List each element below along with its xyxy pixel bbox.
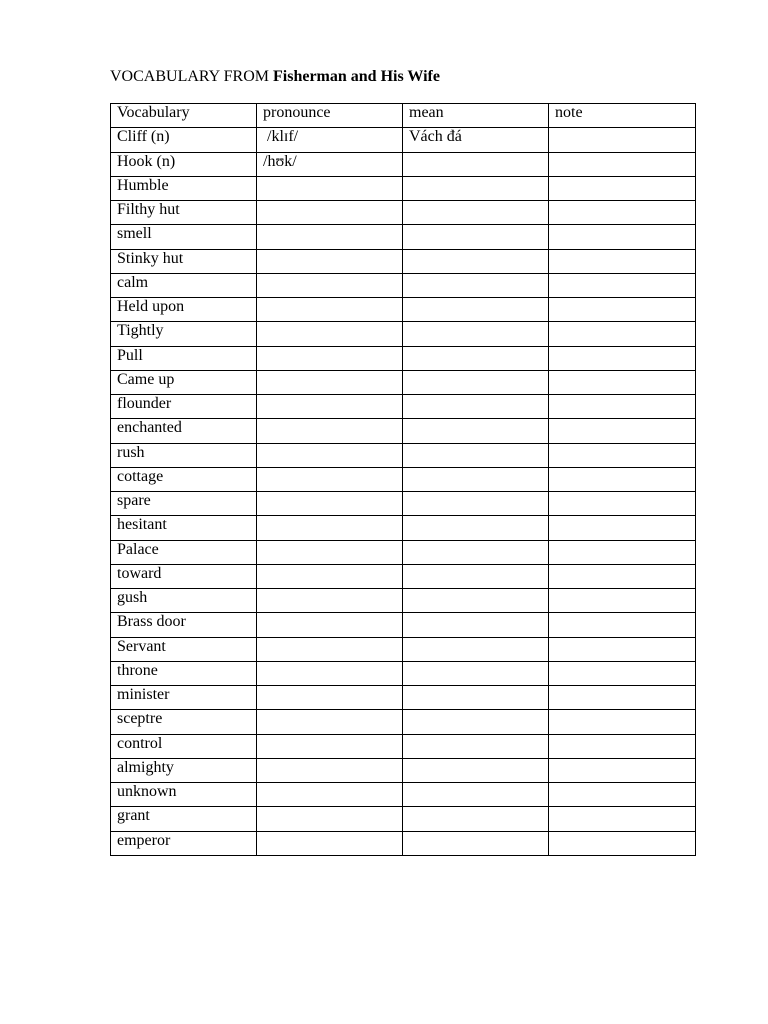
vocabulary-cell: Filthy hut — [111, 201, 257, 225]
vocabulary-cell: Brass door — [111, 613, 257, 637]
pronounce-cell — [257, 322, 403, 346]
vocabulary-cell: Hook (n) — [111, 152, 257, 176]
mean-cell — [403, 710, 549, 734]
vocabulary-cell: rush — [111, 443, 257, 467]
header-vocabulary: Vocabulary — [111, 104, 257, 128]
table-row — [111, 467, 696, 491]
note-cell — [549, 225, 696, 249]
vocabulary-cell: calm — [111, 273, 257, 297]
table-row — [111, 758, 696, 782]
mean-cell: Vách đá — [403, 128, 549, 152]
mean-cell — [403, 298, 549, 322]
pronounce-cell: /hʊk/ — [257, 152, 403, 176]
table-row — [111, 443, 696, 467]
table-row — [111, 395, 696, 419]
vocabulary-cell: unknown — [111, 783, 257, 807]
vocabulary-cell: smell — [111, 225, 257, 249]
pronounce-cell — [257, 589, 403, 613]
pronounce-cell — [257, 613, 403, 637]
mean-cell — [403, 419, 549, 443]
table-row — [111, 516, 696, 540]
note-cell — [549, 176, 696, 200]
pronounce-cell — [257, 225, 403, 249]
note-cell — [549, 201, 696, 225]
table-row — [111, 540, 696, 564]
vocabulary-cell: grant — [111, 807, 257, 831]
mean-cell — [403, 249, 549, 273]
table-row — [111, 419, 696, 443]
vocabulary-cell: sceptre — [111, 710, 257, 734]
vocabulary-cell: cottage — [111, 467, 257, 491]
title-prefix: VOCABULARY FROM — [110, 68, 273, 85]
table-row — [111, 273, 696, 297]
vocabulary-table-body — [111, 104, 696, 856]
pronounce-cell — [257, 419, 403, 443]
header-pronounce: pronounce — [257, 104, 403, 128]
mean-cell — [403, 758, 549, 782]
table-row — [111, 152, 696, 176]
note-cell — [549, 346, 696, 370]
mean-cell — [403, 201, 549, 225]
pronounce-cell — [257, 758, 403, 782]
table-row — [111, 807, 696, 831]
note-cell — [549, 516, 696, 540]
table-row — [111, 370, 696, 394]
mean-cell — [403, 564, 549, 588]
mean-cell — [403, 370, 549, 394]
vocabulary-cell: Palace — [111, 540, 257, 564]
table-row — [111, 298, 696, 322]
vocabulary-cell: spare — [111, 492, 257, 516]
mean-cell — [403, 346, 549, 370]
table-row — [111, 322, 696, 346]
mean-cell — [403, 273, 549, 297]
pronounce-cell — [257, 201, 403, 225]
pronounce-cell — [257, 467, 403, 491]
pronounce-cell — [257, 346, 403, 370]
note-cell — [549, 419, 696, 443]
mean-cell — [403, 492, 549, 516]
note-cell — [549, 467, 696, 491]
mean-cell — [403, 540, 549, 564]
vocabulary-cell: Tightly — [111, 322, 257, 346]
pronounce-cell — [257, 564, 403, 588]
pronounce-cell — [257, 540, 403, 564]
pronounce-cell — [257, 710, 403, 734]
note-cell — [549, 613, 696, 637]
title-story-name: Fisherman and His Wife — [273, 68, 440, 85]
vocabulary-cell: Held upon — [111, 298, 257, 322]
vocabulary-cell: gush — [111, 589, 257, 613]
table-row — [111, 831, 696, 855]
note-cell — [549, 540, 696, 564]
mean-cell — [403, 613, 549, 637]
pronounce-cell — [257, 443, 403, 467]
vocabulary-cell: Came up — [111, 370, 257, 394]
pronounce-cell — [257, 831, 403, 855]
note-cell — [549, 322, 696, 346]
vocabulary-cell: almighty — [111, 758, 257, 782]
pronounce-cell — [257, 661, 403, 685]
note-cell — [549, 783, 696, 807]
mean-cell — [403, 686, 549, 710]
vocabulary-cell: Stinky hut — [111, 249, 257, 273]
table-row — [111, 176, 696, 200]
header-mean: mean — [403, 104, 549, 128]
table-row — [111, 492, 696, 516]
table-row — [111, 734, 696, 758]
mean-cell — [403, 176, 549, 200]
pronounce-cell — [257, 273, 403, 297]
vocabulary-cell: throne — [111, 661, 257, 685]
pronounce-cell — [257, 734, 403, 758]
pronounce-cell — [257, 637, 403, 661]
pronounce-cell — [257, 492, 403, 516]
table-row — [111, 637, 696, 661]
mean-cell — [403, 395, 549, 419]
mean-cell — [403, 516, 549, 540]
pronounce-cell — [257, 298, 403, 322]
table-row — [111, 710, 696, 734]
document-title — [110, 67, 440, 87]
table-row — [111, 564, 696, 588]
vocabulary-cell: Humble — [111, 176, 257, 200]
mean-cell — [403, 637, 549, 661]
mean-cell — [403, 661, 549, 685]
vocabulary-cell: minister — [111, 686, 257, 710]
table-row — [111, 589, 696, 613]
vocabulary-cell: control — [111, 734, 257, 758]
note-cell — [549, 564, 696, 588]
pronounce-cell — [257, 395, 403, 419]
vocabulary-cell: Pull — [111, 346, 257, 370]
mean-cell — [403, 807, 549, 831]
mean-cell — [403, 467, 549, 491]
pronounce-cell — [257, 686, 403, 710]
pronounce-cell — [257, 249, 403, 273]
pronounce-cell: /klɪf/ — [257, 128, 403, 152]
note-cell — [549, 152, 696, 176]
note-cell — [549, 758, 696, 782]
table-header-row — [111, 104, 696, 128]
note-cell — [549, 661, 696, 685]
note-cell — [549, 686, 696, 710]
note-cell — [549, 395, 696, 419]
table-row — [111, 249, 696, 273]
vocabulary-cell: enchanted — [111, 419, 257, 443]
vocabulary-cell: Cliff (n) — [111, 128, 257, 152]
mean-cell — [403, 152, 549, 176]
note-cell — [549, 589, 696, 613]
table-row — [111, 225, 696, 249]
vocabulary-cell: Servant — [111, 637, 257, 661]
mean-cell — [403, 225, 549, 249]
vocabulary-table — [110, 103, 696, 856]
table-row — [111, 783, 696, 807]
note-cell — [549, 128, 696, 152]
note-cell — [549, 298, 696, 322]
table-row — [111, 613, 696, 637]
mean-cell — [403, 443, 549, 467]
note-cell — [549, 831, 696, 855]
vocabulary-cell: hesitant — [111, 516, 257, 540]
mean-cell — [403, 831, 549, 855]
note-cell — [549, 710, 696, 734]
mean-cell — [403, 783, 549, 807]
mean-cell — [403, 734, 549, 758]
pronounce-cell — [257, 516, 403, 540]
note-cell — [549, 807, 696, 831]
note-cell — [549, 249, 696, 273]
note-cell — [549, 370, 696, 394]
vocabulary-cell: toward — [111, 564, 257, 588]
note-cell — [549, 273, 696, 297]
mean-cell — [403, 322, 549, 346]
mean-cell — [403, 589, 549, 613]
note-cell — [549, 492, 696, 516]
table-row — [111, 686, 696, 710]
vocabulary-cell: flounder — [111, 395, 257, 419]
vocabulary-cell: emperor — [111, 831, 257, 855]
table-row — [111, 128, 696, 152]
note-cell — [549, 637, 696, 661]
note-cell — [549, 734, 696, 758]
table-row — [111, 661, 696, 685]
pronounce-cell — [257, 370, 403, 394]
pronounce-cell — [257, 807, 403, 831]
table-row — [111, 346, 696, 370]
note-cell — [549, 443, 696, 467]
pronounce-cell — [257, 783, 403, 807]
table-row — [111, 201, 696, 225]
header-note: note — [549, 104, 696, 128]
pronounce-cell — [257, 176, 403, 200]
